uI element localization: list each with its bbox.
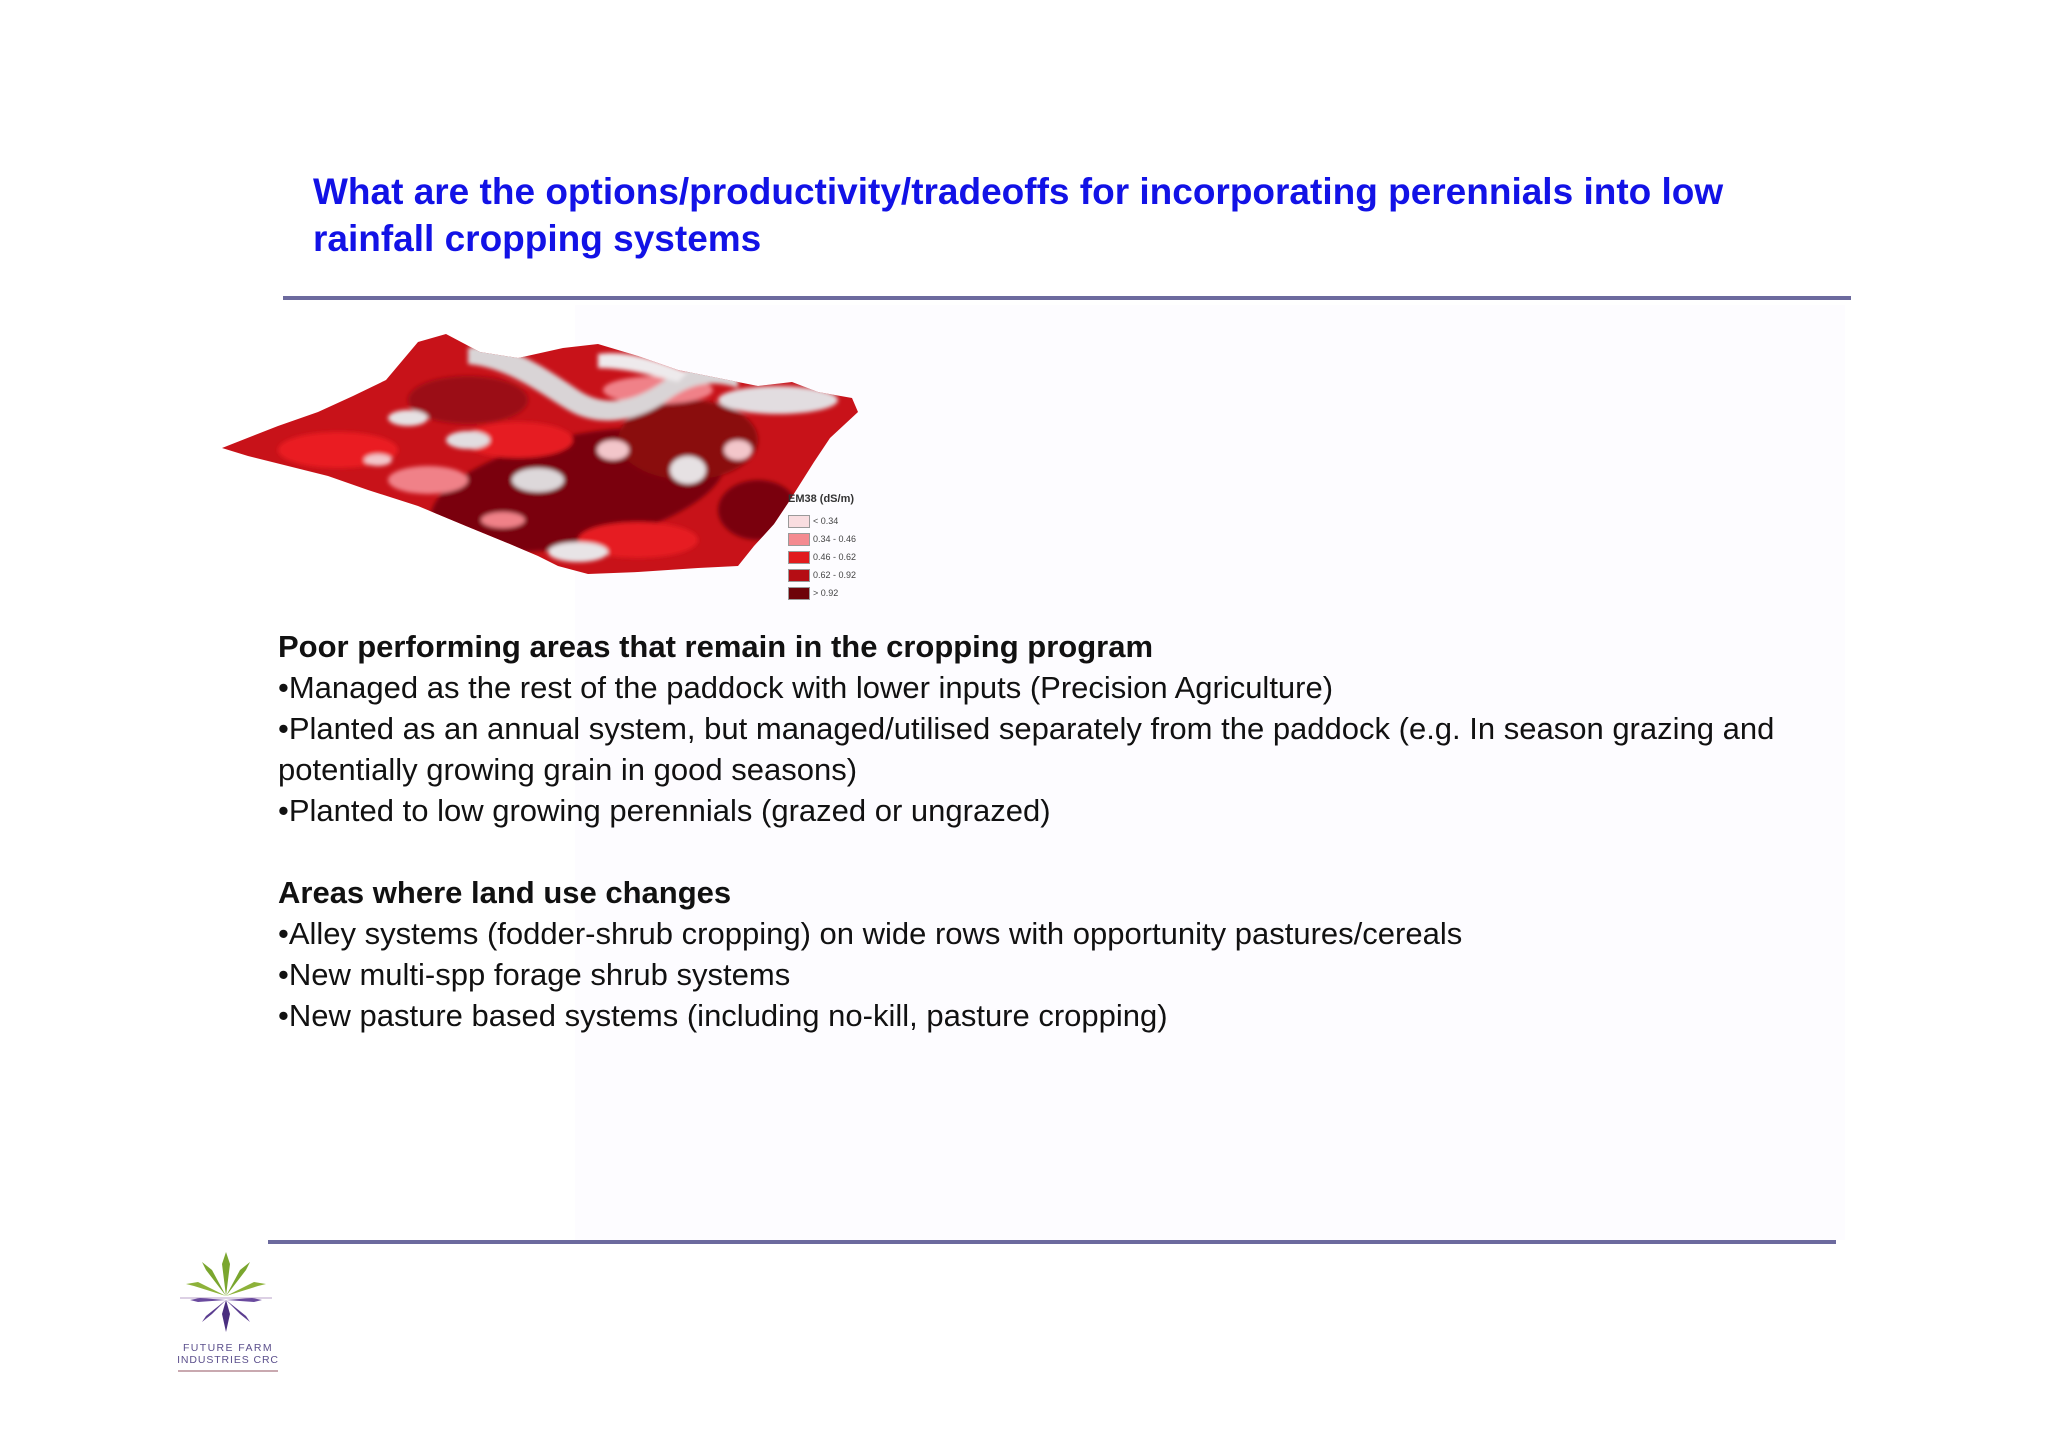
legend-label: > 0.92: [813, 588, 839, 598]
logo-text-line-1: FUTURE FARM: [182, 1342, 274, 1354]
legend-swatch: [788, 515, 810, 528]
legend-swatch: [788, 533, 810, 546]
logo-tagline-bar: [178, 1370, 278, 1372]
salinity-legend: [788, 492, 908, 602]
legend-swatch: [788, 587, 810, 600]
slide-title: What are the options/productivity/tradeoffs for incorporating perennials into low rainfall cropping systems: [313, 171, 1724, 259]
legend-item: [788, 548, 908, 566]
bullet-item: •New multi-spp forage shrub systems: [278, 957, 791, 992]
bullet-item: •Planted as an annual system, but managed/utilised separately from the paddock (e.g. In season grazing and potentially growing grain in good seasons): [278, 711, 1775, 787]
section-heading: Areas where land use changes: [278, 875, 732, 910]
legend-item: [788, 512, 908, 530]
footer-divider: [268, 1240, 1836, 1244]
salinity-terrain-map: [218, 330, 868, 610]
body-text: [278, 626, 1838, 1036]
legend-item: [788, 530, 908, 548]
legend-title: EM38 (dS/m): [788, 493, 855, 505]
bullet-item: •Managed as the rest of the paddock with lower inputs (Precision Agriculture): [278, 670, 1334, 705]
bullet-item: •New pasture based systems (including no-kill, pasture cropping): [278, 998, 1168, 1033]
title-divider: [283, 296, 1851, 300]
legend-item: [788, 566, 908, 584]
section-poor-performing-areas: [278, 626, 1838, 831]
future-farm-logo: [176, 1250, 280, 1390]
bullet-item: •Planted to low growing perennials (grazed or ungrazed): [278, 793, 1051, 828]
legend-item: [788, 584, 908, 602]
legend-label: < 0.34: [813, 516, 839, 526]
legend-swatch: [788, 551, 810, 564]
section-land-use-changes: [278, 872, 1838, 1036]
section-heading: Poor performing areas that remain in the cropping program: [278, 629, 1154, 664]
legend-label: 0.46 - 0.62: [813, 552, 857, 562]
plant-star-icon: [176, 1250, 276, 1334]
legend-label: 0.62 - 0.92: [813, 570, 857, 580]
legend-label: 0.34 - 0.46: [813, 534, 857, 544]
legend-swatch: [788, 569, 810, 582]
logo-text-line-2: INDUSTRIES CRC: [177, 1354, 279, 1366]
bullet-item: •Alley systems (fodder-shrub cropping) on wide rows with opportunity pastures/cereals: [278, 916, 1463, 951]
